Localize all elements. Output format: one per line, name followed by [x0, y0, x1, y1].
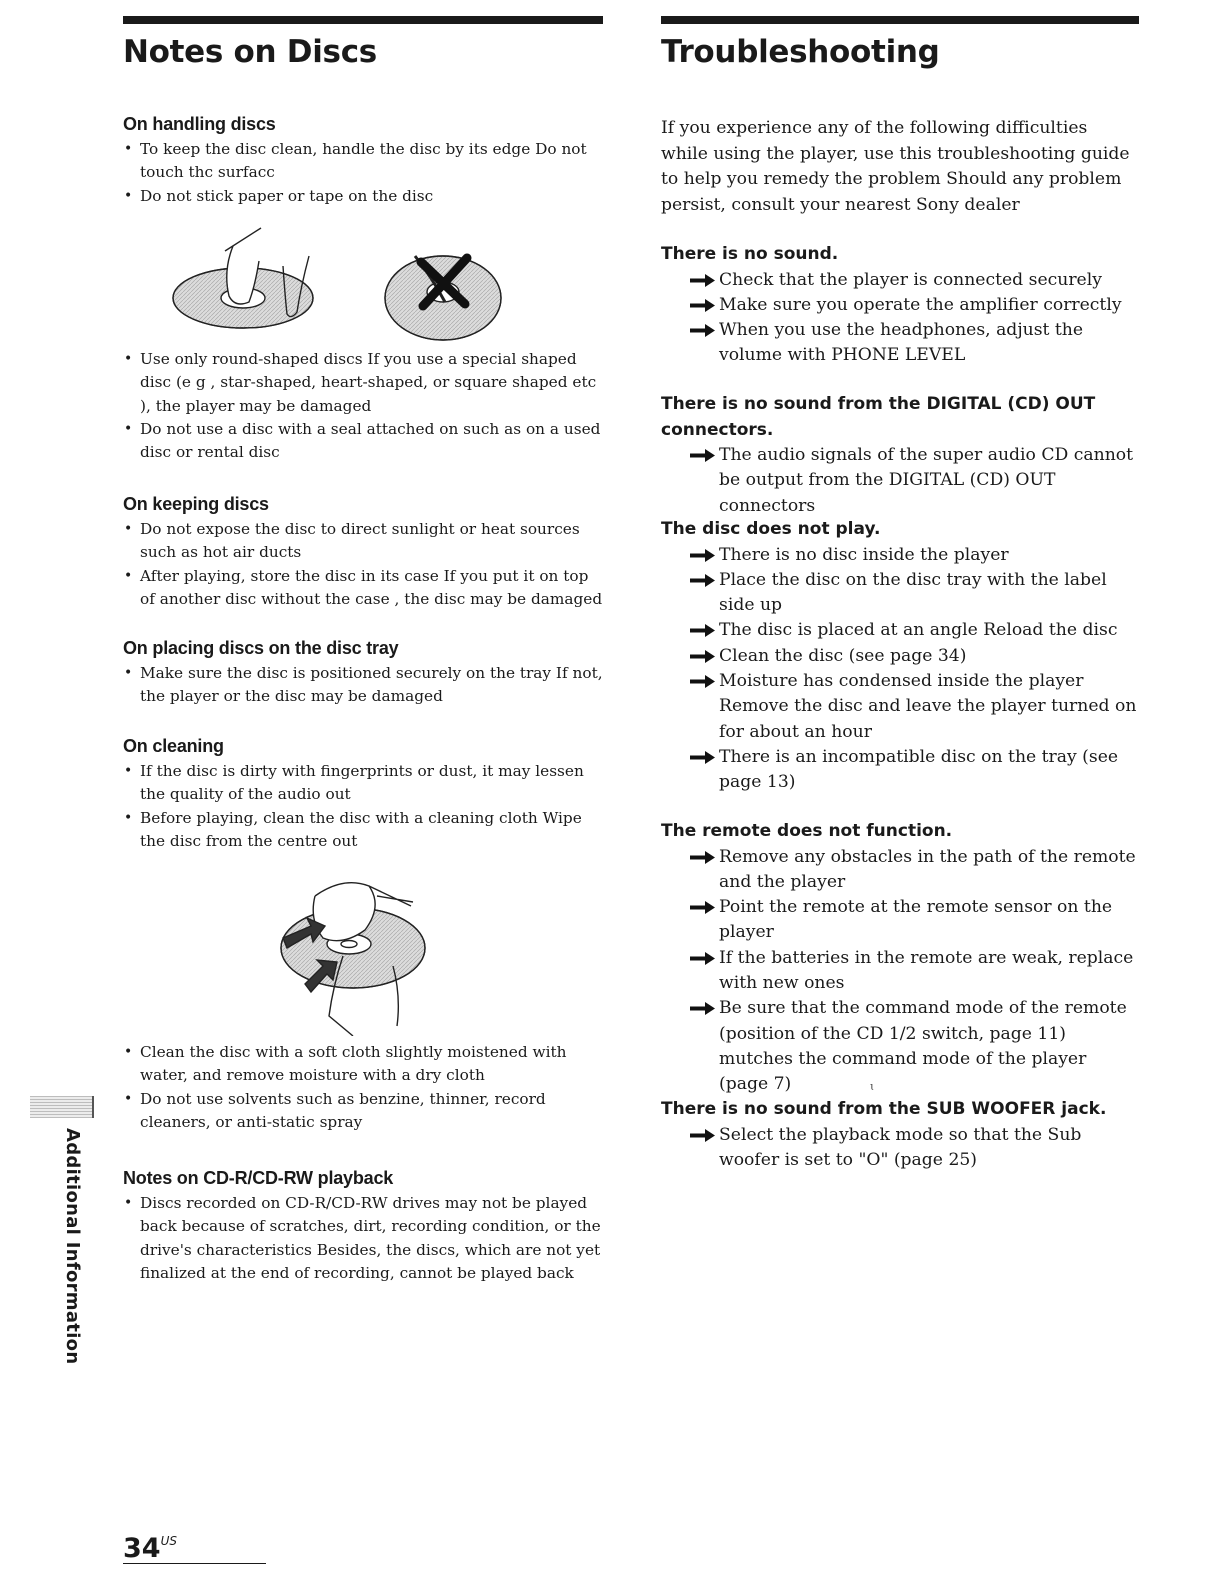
list-item: • Discs recorded on CD-R/CD-RW drives may not be played back because of scratches, dirt, recording condition, or the drive's characteristics Besides, the discs, which are not yet finalized at the end of recording, cannot be played back — [123, 1192, 603, 1285]
section-keeping — [123, 494, 603, 611]
remedy-text: The disc is placed at an angle Reload the disc — [719, 620, 1118, 641]
section-heading: On keeping discs — [123, 494, 269, 514]
section-placing — [123, 638, 603, 709]
remedy-item — [661, 895, 1139, 946]
list-item: • Do not use a disc with a seal attached on such as on a used disc or rental disc — [123, 418, 603, 465]
arrow-icon — [690, 851, 715, 864]
remedy-item — [661, 669, 1139, 745]
remedy-item — [661, 845, 1139, 896]
section-disc-shape — [123, 348, 603, 464]
list-item: • Make sure the disc is positioned securely on the tray If not, the player or the disc may be damaged — [123, 662, 603, 709]
remedy-item — [661, 644, 1139, 669]
trouble-sub-woofer — [661, 1097, 1139, 1173]
arrow-icon — [690, 549, 715, 562]
arrow-icon — [690, 751, 715, 764]
problem-heading: There is no sound. — [661, 244, 839, 264]
problem-heading: There is no sound from the SUB WOOFER jack. — [661, 1099, 1107, 1119]
remedy-text: There is an incompatible disc on the tray (see page 13) — [719, 746, 1119, 793]
arrow-icon — [690, 675, 715, 688]
arrow-icon — [690, 624, 715, 637]
section-cleaning — [123, 736, 603, 853]
section-cdr-playback — [123, 1168, 603, 1285]
section-cleaning-more — [123, 1041, 603, 1134]
problem-heading: There is no sound from the DIGITAL (CD) OUT connectors. — [661, 394, 1096, 440]
remedy-item — [661, 268, 1139, 293]
arrow-icon — [690, 299, 715, 312]
notes-on-discs-column — [123, 16, 603, 1282]
remedy-item — [661, 745, 1139, 796]
section-heading: Notes on CD-R/CD-RW playback — [123, 1168, 394, 1188]
no-touch-disc-icon — [385, 256, 501, 340]
remedy-text: The audio signals of the super audio CD cannot be output from the DIGITAL (CD) OUT connectors — [719, 445, 1134, 516]
wipe-disc-icon — [281, 883, 425, 1036]
arrow-icon — [690, 1002, 715, 1015]
remedy-item — [661, 543, 1139, 568]
remedy-text: When you use the headphones, adjust the volume with PHONE LEVEL — [719, 320, 1084, 366]
list-item: • Clean the disc with a soft cloth slightly moistened with water, and remove moisture with a dry cloth — [123, 1041, 603, 1088]
list-item: • Do not use solvents such as benzine, thinner, record cleaners, or anti-static spray — [123, 1088, 603, 1135]
list-item: • Before playing, clean the disc with a cleaning cloth Wipe the disc from the centre out — [123, 807, 603, 854]
page-number-value: 34 — [123, 1533, 161, 1564]
page-title-left: Notes on Discs — [123, 34, 377, 70]
disc-cleaning-illustration — [273, 856, 453, 1036]
scan-speck: ɩ — [870, 1080, 875, 1093]
remedy-text: Place the disc on the disc tray with the label side up — [719, 569, 1107, 616]
remedy-text: Remove any obstacles in the path of the remote and the player — [719, 846, 1136, 892]
remedy-text: Point the remote at the remote sensor on the player — [719, 897, 1113, 943]
problem-heading: The disc does not play. — [661, 519, 881, 539]
trouble-no-sound — [661, 242, 1139, 369]
remedy-item — [661, 293, 1139, 318]
trouble-disc-not-play — [661, 517, 1139, 795]
disc-handling-illustration — [163, 216, 523, 341]
section-heading: On cleaning — [123, 736, 224, 756]
section-heading: On handling discs — [123, 114, 276, 134]
arrow-icon — [690, 574, 715, 587]
remedy-item — [661, 568, 1139, 619]
trouble-digital-out — [661, 392, 1139, 519]
list-item: • If the disc is dirty with fingerprints or dust, it may lessen the quality of the audio out — [123, 760, 603, 807]
section-heading: On placing discs on the disc tray — [123, 638, 399, 658]
list-item: • After playing, store the disc in its case If you put it on top of another disc without the case , the disc may be damaged — [123, 565, 603, 612]
trouble-remote — [661, 819, 1139, 1097]
arrow-icon — [690, 901, 715, 914]
arrow-icon — [690, 952, 715, 965]
page-number-suffix: US — [160, 1534, 177, 1548]
problem-heading: The remote does not function. — [661, 821, 953, 841]
remedy-item — [661, 1123, 1139, 1174]
page-number — [123, 1533, 266, 1564]
remedy-text: Clean the disc (see page 34) — [719, 645, 967, 666]
arrow-icon — [690, 274, 715, 287]
disc-held-by-edge-icon — [173, 228, 313, 328]
remedy-text: Moisture has condensed inside the player Remove the disc and leave the player turned on for about an hour — [719, 670, 1137, 742]
arrow-icon — [690, 650, 715, 663]
remedy-item — [661, 996, 1139, 1097]
arrow-icon — [690, 1129, 715, 1142]
remedy-item — [661, 618, 1139, 643]
page-title-right: Troubleshooting — [661, 34, 940, 70]
intro-paragraph: If you experience any of the following difficulties while using the player, use this troubleshooting guide to help you remedy the problem Should any problem persist, consult your nearest Sony dealer — [661, 118, 1130, 215]
list-item: • Do not expose the disc to direct sunlight or heat sources such as hot air ducts — [123, 518, 603, 565]
remedy-text: Be sure that the command mode of the remote (position of the CD 1/2 switch, page 11) mutches the command mode of the player (page 7) — [719, 998, 1127, 1095]
list-item: • Do not stick paper or tape on the disc — [123, 185, 603, 208]
arrow-icon — [690, 324, 715, 337]
remedy-text: Make sure you operate the amplifier correctly — [719, 294, 1122, 315]
remedy-item — [661, 946, 1139, 997]
list-item: • To keep the disc clean, handle the disc by its edge Do not touch thc surfacc — [123, 138, 603, 185]
section-tab-marker — [30, 1096, 94, 1118]
title-rule — [123, 16, 603, 24]
side-section-label: Additional Information — [62, 1128, 83, 1365]
list-item: • Use only round-shaped discs If you use a special shaped disc (e g , star-shaped, heart-shaped, or square shaped etc ), the player may be damaged — [123, 348, 603, 418]
remedy-text: Select the playback mode so that the Sub woofer is set to "O" (page 25) — [719, 1124, 1082, 1170]
remedy-text: Check that the player is connected securely — [719, 269, 1102, 290]
arrow-icon — [690, 449, 715, 462]
title-rule — [661, 16, 1139, 24]
troubleshooting-column — [661, 16, 1139, 1170]
remedy-item — [661, 318, 1139, 369]
remedy-item — [661, 443, 1139, 519]
remedy-text: There is no disc inside the player — [719, 544, 1009, 565]
remedy-text: If the batteries in the remote are weak, replace with new ones — [719, 947, 1134, 993]
section-handling — [123, 114, 603, 208]
